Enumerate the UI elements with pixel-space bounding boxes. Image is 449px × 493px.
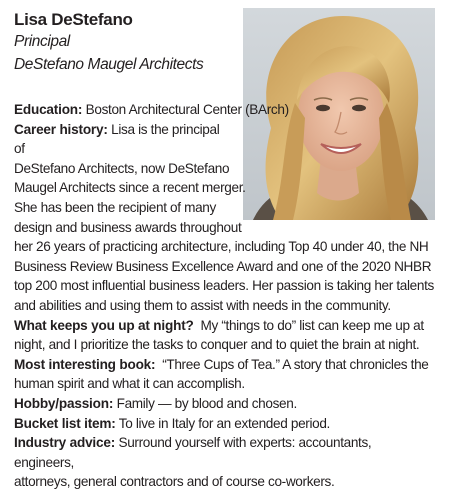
advice-label: Industry advice: [14, 435, 116, 451]
career-line: She has been the recipient of many [14, 199, 216, 215]
night-section [14, 316, 434, 355]
person-name: Lisa DeStefano [14, 10, 133, 29]
night-line: My “things to do” list can keep me up at [200, 317, 424, 333]
bucket-text: To live in Italy for an extended period. [118, 415, 330, 431]
book-section [14, 355, 434, 394]
bucket-section [14, 414, 434, 434]
advice-section [14, 433, 434, 492]
person-title: Principal [14, 33, 70, 50]
career-section [14, 120, 434, 316]
hobby-label: Hobby/passion: [14, 395, 114, 411]
education-section [14, 100, 434, 120]
education-text: Boston Architectural Center (BArch) [85, 102, 289, 117]
book-label: Most interesting book: [14, 356, 156, 372]
career-line: Business Review Business Excellence Award and one of the 2020 NHBR [14, 258, 432, 274]
career-line: design and business awards throughout [14, 219, 242, 235]
night-label: What keeps you up at night? [14, 317, 194, 333]
career-line: top 200 most influential business leaders. Her passion is taking her talents [14, 278, 434, 294]
career-line: Maugel Architects since a recent merger. [14, 180, 246, 196]
company-name: DeStefano Maugel Architects [14, 56, 204, 73]
night-line: night, and I prioritize the tasks to conquer and to quiet the brain at night. [14, 337, 420, 353]
career-label: Career history: [14, 121, 108, 137]
bio-text [14, 100, 434, 492]
career-line: Lisa is the principal of [14, 121, 220, 157]
career-line: her 26 years of practicing architecture, including Top 40 under 40, the NH [14, 239, 429, 255]
advice-line: Surround yourself with experts: accountants, engineers, [14, 435, 372, 470]
advice-line: attorneys, general contractors and of course co-workers. [14, 474, 335, 490]
book-line: “Three Cups of Tea.” A story that chronicles the [162, 356, 429, 372]
hobby-section [14, 394, 434, 414]
bucket-label: Bucket list item: [14, 415, 116, 431]
career-line: and abilities and using them to assist with needs in the community. [14, 297, 391, 313]
career-line: DeStefano Architects, now DeStefano [14, 160, 230, 176]
education-label: Education: [14, 102, 83, 117]
book-line: human spirit and what it can accomplish. [14, 376, 245, 392]
hobby-text: Family — by blood and chosen. [116, 395, 297, 411]
